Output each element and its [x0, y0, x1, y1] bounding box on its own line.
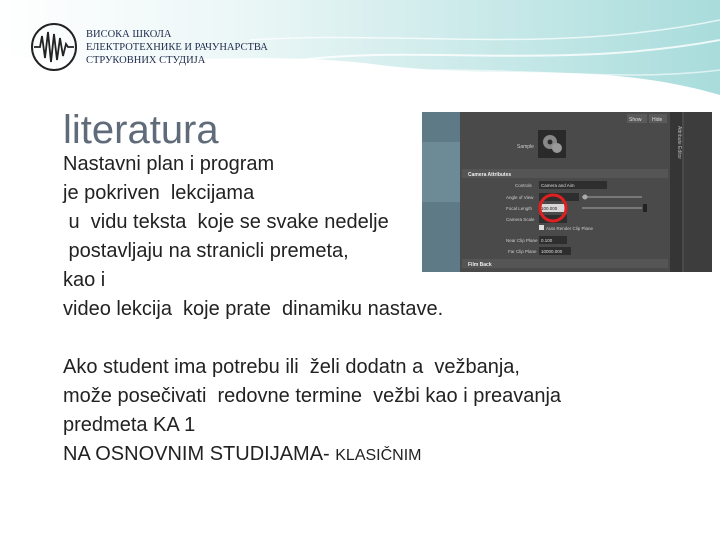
- paragraph-course-materials: [63, 150, 443, 324]
- tab-show-label: Show: [629, 117, 642, 123]
- angle-label: Angle of View: [506, 195, 534, 200]
- focal-label: Focal Length: [506, 206, 533, 211]
- far-value: 10000.000: [541, 249, 563, 254]
- text-line: postavljaju na stranicli premeta,: [63, 240, 349, 262]
- scale-label: Camera Scale: [506, 217, 535, 222]
- far-label: Far Clip Plane: [508, 249, 537, 254]
- text-line: Nastavni plan i program: [63, 153, 275, 175]
- school-name-line: ВИСОКА ШКОЛА: [86, 29, 172, 40]
- text-small: KLASIČNIM: [335, 447, 422, 464]
- section-film-back[interactable]: [462, 259, 668, 268]
- focal-value: 100.000: [541, 206, 558, 211]
- school-name-line: СТРУКОВНИХ СТУДИЈА: [86, 55, 206, 66]
- text-line: video lekcija koje prate dinamiku nastave.: [63, 298, 444, 320]
- school-logo: [30, 22, 78, 72]
- school-name: [86, 28, 268, 67]
- text-line: može posečivati redovne termine vežbi kao i preavanja: [63, 385, 562, 407]
- text-line: je pokriven lekcijama: [63, 182, 255, 204]
- controls-label: Controls: [515, 183, 532, 188]
- paragraph-extra-exercises: [63, 353, 561, 470]
- angle-slider[interactable]: [582, 196, 642, 198]
- school-name-line: ЕЛЕКТРОТЕХНИКЕ И РАЧУНАРСТВА: [86, 42, 268, 53]
- auto-clip-label: Auto Render Clip Plane: [546, 226, 594, 231]
- near-value: 0.100: [541, 238, 553, 243]
- text-line: predmeta KA 1: [63, 414, 196, 436]
- text-line-last: [63, 440, 561, 470]
- section-film-label: Film Back: [468, 262, 492, 268]
- text-line: kao i: [63, 269, 106, 291]
- focal-slider[interactable]: [582, 207, 642, 209]
- attribute-editor-screenshot: [422, 112, 712, 272]
- text-line: Ako student ima potrebu ili želi dodatn a vežbanja,: [63, 356, 520, 378]
- page-title: literatura: [63, 108, 219, 152]
- text-line: u vidu teksta koje se svake nedelje: [63, 211, 389, 233]
- section-camera-label: Camera Attributes: [468, 172, 512, 178]
- side-tab-label: Attribute Editor: [676, 126, 682, 160]
- text-main: NA OSNOVNIM STUDIJAMA-: [63, 443, 336, 465]
- near-label: Near Clip Plane: [506, 238, 538, 243]
- auto-clip-checkbox[interactable]: [539, 225, 544, 230]
- controls-value: Camera and Aim: [541, 183, 575, 188]
- sample-label: Sample: [517, 144, 534, 150]
- tab-hide-label: Hide: [652, 117, 663, 123]
